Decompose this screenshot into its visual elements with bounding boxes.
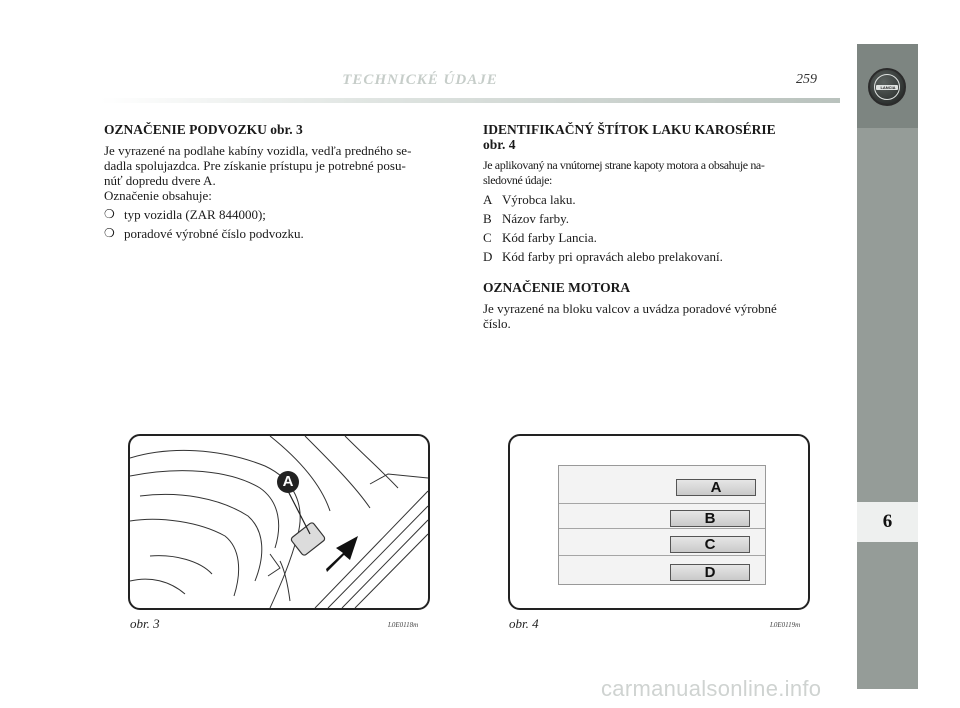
item-text: Kód farby pri opravách alebo prelakovaní.: [502, 249, 723, 264]
list-item: [483, 230, 835, 245]
list-item: [483, 211, 835, 226]
figure-3-caption: obr. 3: [130, 616, 160, 631]
item-text: Výrobca laku.: [502, 192, 576, 207]
bullet-text: poradové výrobné číslo podvozku.: [124, 226, 304, 241]
paint-plate-heading: [483, 122, 835, 152]
plate-label-d: D: [670, 564, 750, 581]
intro-line-2: sledovné údaje:: [483, 173, 552, 187]
figure-3: [128, 434, 430, 610]
item-key: D: [483, 249, 493, 264]
header-title: TECHNICKÉ ÚDAJE: [342, 72, 498, 88]
sidebar: [857, 44, 918, 689]
engine-line-2: číslo.: [483, 316, 511, 331]
item-text: Kód farby Lancia.: [502, 230, 597, 245]
plate-divider: [559, 503, 765, 504]
lancia-logo-icon: [868, 68, 906, 106]
list-item: [483, 192, 835, 207]
plate-label-a: A: [676, 479, 756, 496]
paint-plate: [558, 465, 766, 585]
paint-plate-heading-line1: IDENTIFIKAČNÝ ŠTÍTOK LAKU KAROSÉRIE: [483, 122, 776, 137]
plate-divider: [559, 555, 765, 556]
chassis-line-3: núť dopredu dvere A.: [104, 173, 216, 188]
chassis-plate-shape: [290, 522, 326, 557]
plate-divider: [559, 528, 765, 529]
figure-4-caption: obr. 4: [509, 616, 539, 631]
paint-plate-intro: [483, 158, 835, 188]
plate-label-c: C: [670, 536, 750, 553]
item-key: C: [483, 230, 492, 245]
chassis-line-1: Je vyrazené na podlahe kabíny vozidla, vedľa predného se-: [104, 143, 412, 158]
bullet-text: typ vozidla (ZAR 844000);: [124, 207, 266, 222]
item-key: B: [483, 211, 492, 226]
chapter-tab[interactable]: 6: [857, 502, 918, 542]
engine-heading: OZNAČENIE MOTORA: [483, 280, 631, 295]
bullet-circle-icon: ❍: [104, 207, 115, 221]
chassis-paragraph: [104, 143, 456, 203]
logo-text: LANCIA: [880, 85, 896, 90]
direction-arrow-icon: [326, 536, 358, 572]
item-text: Názov farby.: [502, 211, 570, 226]
list-item: [104, 226, 456, 241]
seat-floor-illustration: [130, 436, 428, 608]
watermark: carmanualsonline.info: [601, 676, 822, 701]
intro-line-1: Je aplikovaný na vnútornej strane kapoty motora a obsahuje na-: [483, 158, 765, 172]
item-key: A: [483, 192, 493, 207]
chassis-heading: OZNAČENIE PODVOZKU obr. 3: [104, 122, 303, 137]
figure-3-code: L0E0118m: [388, 621, 419, 629]
figure-4: [508, 434, 810, 610]
list-item: [483, 249, 835, 264]
page-number: 259: [796, 72, 817, 87]
chassis-line-2: dadla spolujazdca. Pre získanie prístupu je potrebné posu-: [104, 158, 406, 173]
right-column: [483, 122, 835, 331]
sidebar-top: [857, 44, 918, 128]
chassis-contains: Označenie obsahuje:: [104, 188, 212, 203]
header-rule: [100, 98, 840, 103]
engine-paragraph: [483, 301, 835, 331]
bullet-circle-icon: ❍: [104, 226, 115, 240]
list-item: [104, 207, 456, 222]
figure-4-code: L0E0119m: [770, 621, 801, 629]
engine-line-1: Je vyrazené na bloku valcov a uvádza poradové výrobné: [483, 301, 777, 316]
plate-label-b: B: [670, 510, 750, 527]
logo-ring: [874, 74, 900, 100]
callout-label: A: [282, 473, 294, 490]
paint-plate-heading-line2: obr. 4: [483, 137, 516, 152]
left-column: [104, 122, 456, 241]
